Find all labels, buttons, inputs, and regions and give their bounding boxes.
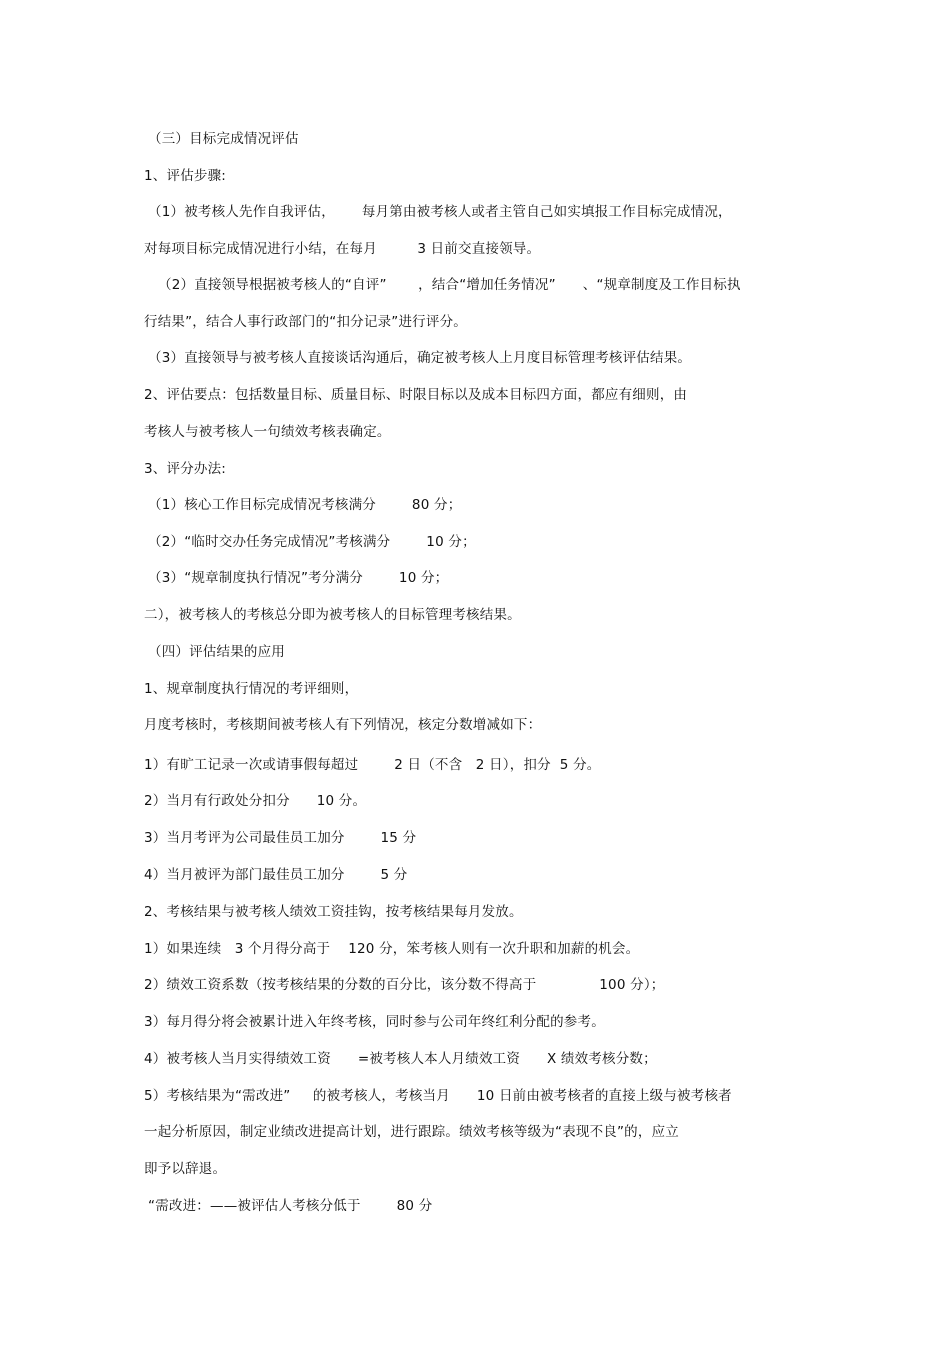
text-line-30: “需改进：——被评估人考核分低于 80 分 [148,1198,433,1214]
text-line-2: 1、评估步骤: [144,168,227,184]
text-line-12: （2）“临时交办任务完成情况”考核满分 10 分； [148,534,476,550]
text-line-10: 3、评分办法: [144,461,227,477]
text-line-22: 2、考核结果与被考核人绩效工资挂钩，按考核结果每月发放。 [144,904,523,920]
text-line-23: 1）如果连续 3 个月得分高于 120 分，笨考核人则有一次升职和加薪的机会。 [144,941,640,957]
text-line-8: 2、评估要点：包括数量目标、质量目标、时限目标以及成本目标四方面，都应有细则，由 [144,387,688,403]
text-line-19: 2）当月有行政处分扣分 10 分。 [144,793,367,809]
text-line-24: 2）绩效工资系数（按考核结果的分数的百分比，该分数不得高于 100 分）； [144,977,665,993]
text-line-3: （1）被考核人先作自我评估， 每月第由被考核人或者主管自己如实填报工作目标完成情况， [148,204,732,220]
text-line-14: 二），被考核人的考核总分即为被考核人的目标管理考核结果。 [144,607,521,623]
text-line-18: 1）有旷工记录一次或请事假每超过 2 日（不含 2 日），扣分 5 分。 [144,757,601,773]
text-line-11: （1）核心工作目标完成情况考核满分 80 分； [148,497,462,513]
text-line-9: 考核人与被考核人一句绩效考核表确定。 [144,424,391,440]
text-line-5: （2）直接领导根据被考核人的“自评” ，结合“增加任务情况” 、“规章制度及工作目标执 [158,277,741,293]
text-line-21: 4）当月被评为部门最佳员工加分 5 分 [144,867,408,883]
text-line-20: 3）当月考评为公司最佳员工加分 15 分 [144,830,417,846]
text-line-28: 一起分析原因，制定业绩改进提高计划，进行跟踪。绩效考核等级为“表现不良”的，应立 [144,1124,679,1140]
text-line-13: （3）“规章制度执行情况”考分满分 10 分； [148,570,449,586]
text-line-16: 1、规章制度执行情况的考评细则， [144,681,359,697]
text-line-27: 5）考核结果为“需改进” 的被考核人，考核当月 10 日前由被考核者的直接上级与被考核者 [144,1088,732,1104]
text-line-29: 即予以辞退。 [144,1161,227,1177]
text-line-15: （四）评估结果的应用 [148,644,285,660]
text-line-4: 对每项目标完成情况进行小结，在每月 3 日前交直接领导。 [144,241,541,257]
text-line-17: 月度考核时，考核期间被考核人有下列情况，核定分数增减如下： [144,717,542,733]
text-line-1: （三）目标完成情况评估 [148,131,299,147]
text-line-6: 行结果”，结合人事行政部门的“扣分记录”进行评分。 [144,314,467,330]
text-line-7: （3）直接领导与被考核人直接谈话沟通后，确定被考核人上月度目标管理考核评估结果。 [148,350,692,366]
text-line-25: 3）每月得分将会被累计进入年终考核，同时参与公司年终红利分配的参考。 [144,1014,605,1030]
text-line-26: 4）被考核人当月实得绩效工资 =被考核人本人月绩效工资 X 绩效考核分数； [144,1051,657,1067]
